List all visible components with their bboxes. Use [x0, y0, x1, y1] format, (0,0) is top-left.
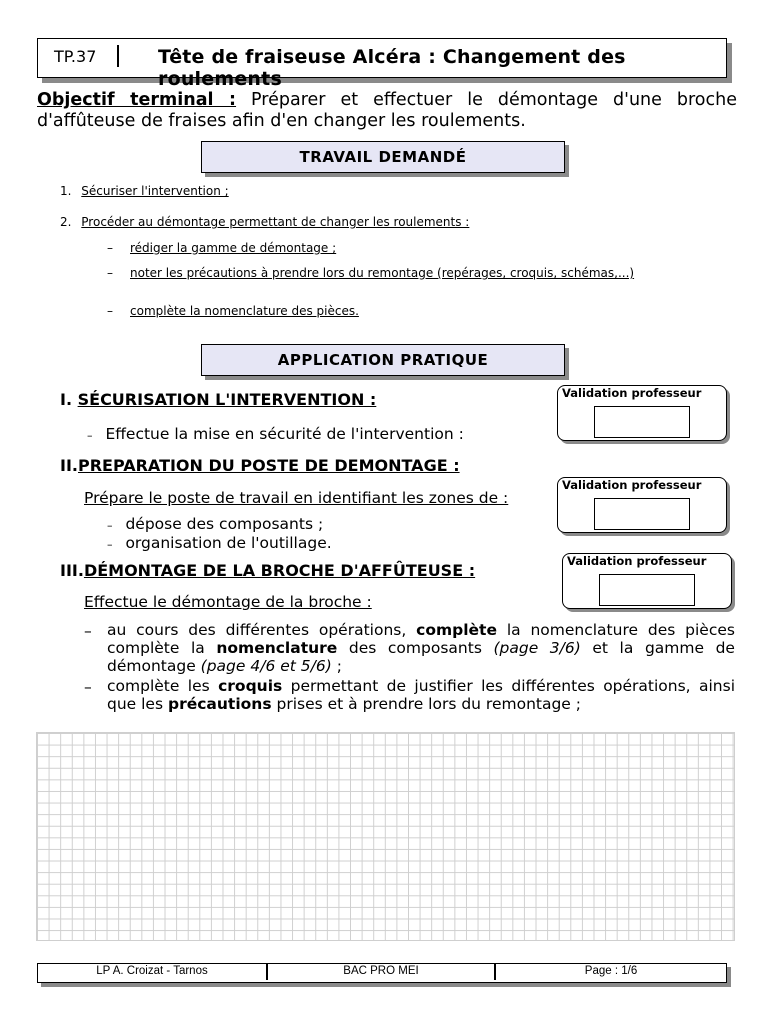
- tp-code: TP.37: [54, 47, 97, 66]
- objective: [37, 90, 737, 132]
- bullet: –: [84, 678, 92, 696]
- validation-box-1: [557, 385, 727, 441]
- validation-box-3: [562, 553, 732, 609]
- validation-label: Validation professeur: [562, 386, 702, 400]
- work-requested-banner: TRAVAIL DEMANDÉ: [201, 141, 565, 173]
- sub-item-text: noter les précautions à prendre lors du remontage (repérages, croquis, schémas,...): [130, 266, 635, 280]
- validation-field[interactable]: [599, 574, 695, 606]
- header-box: [37, 38, 727, 90]
- section-3-item: complète les croquis permettant de justifier les différentes opérations, ainsi que les précautions prises et à prendre lors du remontage ;: [107, 677, 736, 713]
- validation-field[interactable]: [594, 406, 690, 438]
- footer: [37, 963, 727, 983]
- validation-label: Validation professeur: [562, 478, 702, 492]
- bullet: –: [84, 622, 92, 640]
- section-2-intro: Prépare le poste de travail en identifiant les zones de :: [84, 489, 509, 507]
- sub-item-text: complète la nomenclature des pièces.: [130, 304, 359, 318]
- list-item: 1. Sécuriser l'intervention ;: [60, 184, 229, 198]
- section-1-item: – Effectue la mise en sécurité de l'intervention :: [87, 425, 464, 443]
- objective-text: Préparer et effectuer le démontage d'une broche d'affûteuse de fraises afin d'en changer les roulements.: [37, 90, 737, 131]
- sub-item: –: [107, 241, 113, 255]
- validation-label: Validation professeur: [567, 554, 707, 568]
- list-item: 2. Procéder au démontage permettant de changer les roulements :: [60, 215, 470, 229]
- footer-course: BAC PRO MEI: [343, 965, 419, 977]
- section-1-heading: I. SÉCURISATION L'INTERVENTION :: [60, 390, 377, 409]
- section-3-intro: Effectue le démontage de la broche :: [84, 593, 372, 611]
- sub-item-text: rédiger la gamme de démontage ;: [130, 241, 337, 255]
- sub-item: –: [107, 266, 113, 280]
- sketch-grid[interactable]: [36, 732, 735, 941]
- section-2-heading: II.PREPARATION DU POSTE DE DEMONTAGE :: [60, 456, 460, 475]
- objective-label: Objectif terminal :: [37, 90, 237, 110]
- footer-school: LP A. Croizat - Tarnos: [96, 965, 208, 977]
- header-divider: [117, 45, 119, 67]
- section-2-item: – dépose des composants ;: [107, 515, 324, 533]
- validation-field[interactable]: [594, 498, 690, 530]
- section-2-item: – organisation de l'outillage.: [107, 534, 332, 552]
- page-title: Tête de fraiseuse Alcéra : Changement des roulements: [158, 46, 626, 90]
- practical-banner: APPLICATION PRATIQUE: [201, 344, 565, 376]
- section-3-heading: III.DÉMONTAGE DE LA BROCHE D'AFFÛTEUSE :: [60, 561, 476, 580]
- sub-item: –: [107, 304, 113, 318]
- footer-page: Page : 1/6: [584, 965, 638, 977]
- section-3-item: au cours des différentes opérations, complète la nomenclature des pièces complète la nomenclature des composants (page 3/6) et la gamme de démontage (page 4/6 et 5/6) ;: [107, 621, 735, 675]
- validation-box-2: [557, 477, 727, 533]
